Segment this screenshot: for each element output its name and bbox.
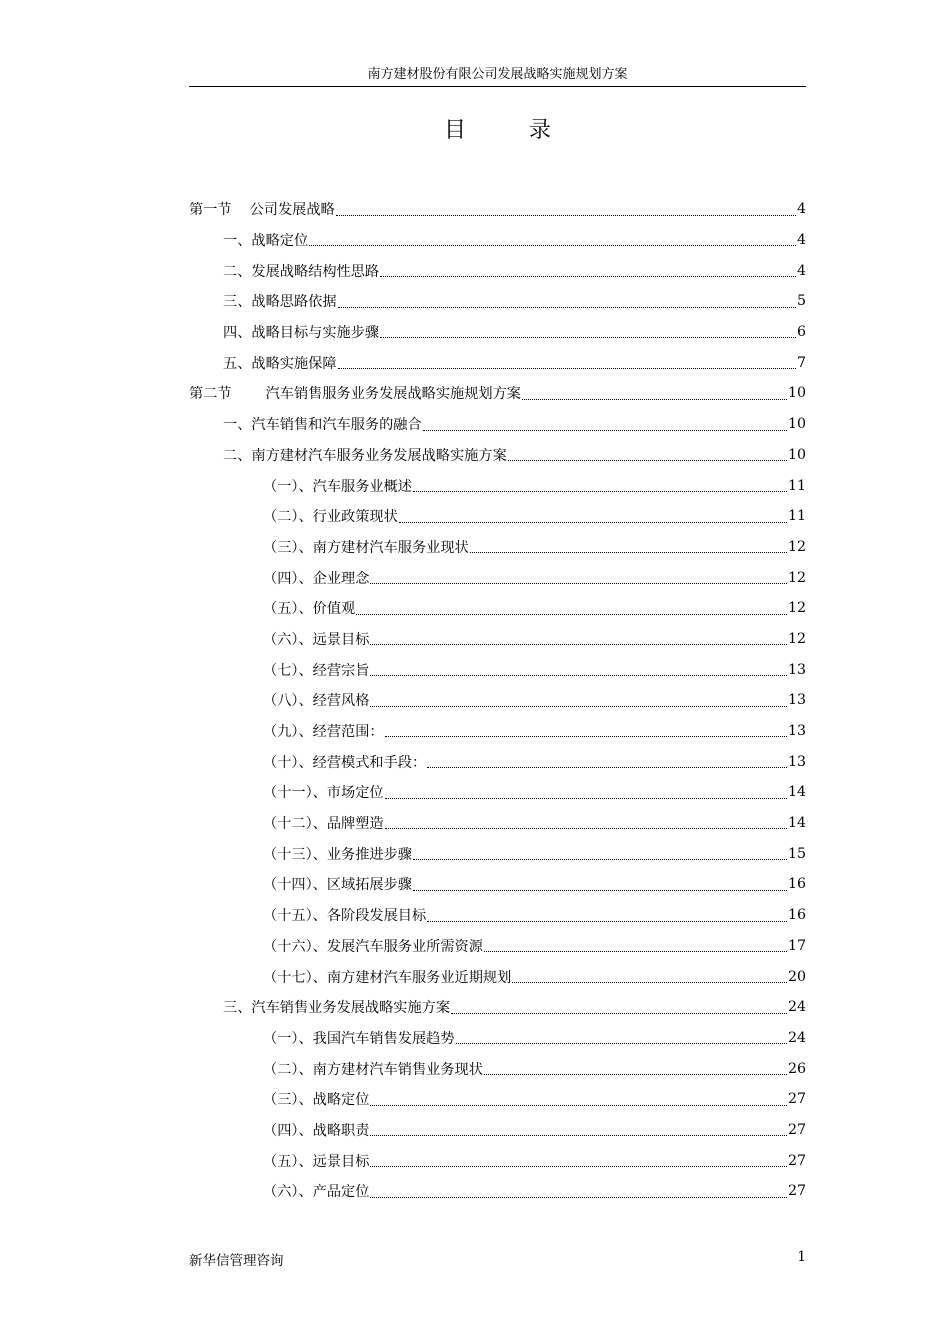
toc-entry[interactable] [189, 777, 806, 808]
toc-entry-title: 五、战略实施保障 [223, 355, 337, 372]
toc-dot-leader [370, 1104, 787, 1106]
toc-entry-title: （十一）、市场定位 [263, 785, 384, 802]
toc-entry-title: 汽车销售服务业务发展战略实施规划方案 [265, 386, 521, 403]
toc-dot-leader [456, 1042, 787, 1044]
toc-dot-leader [427, 920, 787, 922]
toc-entry-page-number: 15 [787, 845, 806, 862]
toc-dot-leader [423, 429, 787, 431]
toc-dot-leader [385, 827, 787, 829]
toc-entry[interactable] [189, 746, 806, 777]
toc-entry-page-number: 12 [787, 569, 806, 586]
toc-entry-title: （二）、南方建材汽车销售业务现状 [263, 1061, 483, 1078]
toc-entry-page-number: 11 [787, 477, 806, 494]
toc-dot-leader [512, 981, 787, 983]
toc-entry-page-number: 10 [787, 446, 806, 463]
toc-dot-leader [336, 214, 796, 216]
toc-entry-page-number: 7 [796, 354, 806, 371]
footer-company: 新华信管理咨询 [189, 1253, 284, 1269]
toc-entry-title: （六）、产品定位 [263, 1184, 370, 1201]
toc-dot-leader [470, 551, 787, 553]
toc-entry-title: （十三）、业务推进步骤 [263, 846, 412, 863]
toc-entry-page-number: 12 [787, 630, 806, 647]
toc-entry-title: （五）、价值观 [263, 601, 356, 618]
toc-entry[interactable] [189, 286, 806, 317]
toc-entry[interactable] [189, 900, 806, 931]
toc-entry-title: （十六）、发展汽车服务业所需资源 [263, 938, 483, 955]
toc-entry-title: （六）、远景目标 [263, 631, 370, 648]
toc-entry-page-number: 10 [787, 416, 806, 433]
header-divider [189, 86, 806, 87]
table-of-contents [189, 194, 806, 1207]
toc-entry[interactable] [189, 532, 806, 563]
toc-entry-page-number: 14 [787, 815, 806, 832]
toc-entry[interactable] [189, 931, 806, 962]
toc-dot-leader [370, 1196, 787, 1198]
toc-entry-title: 三、战略思路依据 [223, 294, 337, 311]
toc-entry-title: （一）、汽车服务业概述 [263, 478, 412, 495]
toc-dot-leader [451, 1012, 787, 1014]
toc-entry[interactable] [189, 1053, 806, 1084]
toc-entry[interactable] [189, 869, 806, 900]
toc-entry-page-number: 4 [796, 262, 806, 279]
toc-entry-title: （一）、我国汽车销售发展趋势 [263, 1030, 455, 1047]
toc-entry[interactable] [189, 654, 806, 685]
toc-entry-page-number: 4 [796, 232, 806, 249]
toc-entry[interactable] [189, 838, 806, 869]
toc-dot-leader [522, 398, 787, 400]
toc-entry-page-number: 4 [796, 201, 806, 218]
toc-entry-title: （五）、远景目标 [263, 1153, 370, 1170]
toc-dot-leader [385, 797, 787, 799]
toc-entry-title: （十四）、区域拓展步骤 [263, 877, 412, 894]
toc-entry-title: （九）、经营范围： [263, 724, 384, 741]
toc-entry[interactable] [189, 1145, 806, 1176]
toc-entry-title: （八）、经营风格 [263, 693, 370, 710]
toc-entry[interactable] [189, 194, 806, 225]
toc-entry[interactable] [189, 409, 806, 440]
toc-dot-leader [370, 1134, 787, 1136]
toc-dot-leader [380, 275, 796, 277]
toc-dot-leader [484, 950, 787, 952]
toc-entry-title: （四）、战略职责 [263, 1122, 370, 1139]
toc-entry[interactable] [189, 470, 806, 501]
toc-entry-page-number: 13 [787, 692, 806, 709]
toc-entry-title: （四）、企业理念 [263, 570, 370, 587]
toc-entry[interactable] [189, 961, 806, 992]
toc-entry-page-number: 13 [787, 753, 806, 770]
toc-dot-leader [309, 244, 796, 246]
toc-entry-section-number: 第二节 [189, 386, 232, 403]
toc-dot-leader [370, 705, 787, 707]
toc-entry-title: （十二）、品牌塑造 [263, 816, 384, 833]
toc-entry[interactable] [189, 347, 806, 378]
toc-dot-leader [508, 459, 787, 461]
toc-entry-page-number: 10 [787, 385, 806, 402]
toc-entry-page-number: 17 [787, 937, 806, 954]
toc-entry-page-number: 13 [787, 723, 806, 740]
page-title: 目 录 [444, 118, 579, 143]
toc-entry-page-number: 26 [787, 1060, 806, 1077]
toc-entry-title: （三）、南方建材汽车服务业现状 [263, 539, 469, 556]
toc-dot-leader [484, 1073, 787, 1075]
toc-entry-title: （七）、经营宗旨 [263, 662, 370, 679]
toc-entry[interactable] [189, 1023, 806, 1054]
toc-dot-leader [413, 490, 787, 492]
toc-entry-page-number: 20 [787, 968, 806, 985]
toc-entry-page-number: 13 [787, 661, 806, 678]
toc-entry-page-number: 12 [787, 538, 806, 555]
toc-entry[interactable] [189, 562, 806, 593]
toc-entry[interactable] [189, 1084, 806, 1115]
toc-entry-page-number: 24 [787, 999, 806, 1016]
toc-entry[interactable] [189, 378, 806, 409]
toc-dot-leader [380, 336, 796, 338]
toc-entry[interactable] [189, 992, 806, 1023]
toc-entry-page-number: 16 [787, 907, 806, 924]
toc-dot-leader [370, 674, 787, 676]
footer-page-number: 1 [797, 1249, 806, 1265]
toc-entry-title: 二、发展战略结构性思路 [223, 263, 380, 280]
toc-entry-page-number: 12 [787, 600, 806, 617]
toc-entry[interactable] [189, 255, 806, 286]
toc-entry[interactable] [189, 808, 806, 839]
toc-entry-page-number: 27 [787, 1091, 806, 1108]
toc-entry[interactable] [189, 440, 806, 471]
toc-entry-page-number: 6 [796, 324, 806, 341]
toc-entry-title: 三、汽车销售业务发展战略实施方案 [223, 1000, 451, 1017]
toc-dot-leader [370, 643, 787, 645]
toc-dot-leader [385, 735, 787, 737]
toc-dot-leader [338, 367, 796, 369]
toc-entry[interactable] [189, 593, 806, 624]
toc-entry-title: 公司发展战略 [249, 202, 335, 219]
toc-entry-title: 一、汽车销售和汽车服务的融合 [223, 417, 422, 434]
toc-entry-title: 一、战略定位 [223, 233, 309, 250]
toc-entry[interactable] [189, 1115, 806, 1146]
toc-entry-page-number: 14 [787, 784, 806, 801]
toc-entry[interactable] [189, 317, 806, 348]
toc-entry-title: 四、战略目标与实施步骤 [223, 325, 380, 342]
toc-dot-leader [338, 306, 796, 308]
toc-entry-title: （三）、战略定位 [263, 1092, 370, 1109]
toc-entry[interactable] [189, 501, 806, 532]
toc-entry-title: （二）、行业政策现状 [263, 509, 398, 526]
toc-entry-title: （十五）、各阶段发展目标 [263, 908, 427, 925]
toc-entry-title: （十）、经营模式和手段： [263, 754, 427, 771]
toc-entry-section-number: 第一节 [189, 202, 232, 219]
running-header: 南方建材股份有限公司发展战略实施规划方案 [367, 67, 628, 82]
toc-entry[interactable] [189, 716, 806, 747]
toc-entry-page-number: 5 [796, 293, 806, 310]
toc-dot-leader [370, 582, 787, 584]
toc-entry[interactable] [189, 1176, 806, 1207]
toc-entry[interactable] [189, 624, 806, 655]
toc-entry-page-number: 16 [787, 876, 806, 893]
toc-entry-page-number: 27 [787, 1121, 806, 1138]
toc-entry[interactable] [189, 225, 806, 256]
toc-entry-page-number: 24 [787, 1029, 806, 1046]
toc-dot-leader [413, 889, 787, 891]
toc-entry-page-number: 27 [787, 1183, 806, 1200]
toc-entry-page-number: 27 [787, 1152, 806, 1169]
toc-dot-leader [413, 858, 787, 860]
toc-entry-title: 二、南方建材汽车服务业务发展战略实施方案 [223, 447, 507, 464]
toc-entry-title: （十七）、南方建材汽车服务业近期规划 [263, 969, 512, 986]
toc-entry[interactable] [189, 685, 806, 716]
toc-dot-leader [427, 766, 787, 768]
toc-entry-page-number: 11 [787, 508, 806, 525]
toc-dot-leader [370, 1165, 787, 1167]
toc-dot-leader [356, 613, 787, 615]
toc-dot-leader [399, 521, 787, 523]
